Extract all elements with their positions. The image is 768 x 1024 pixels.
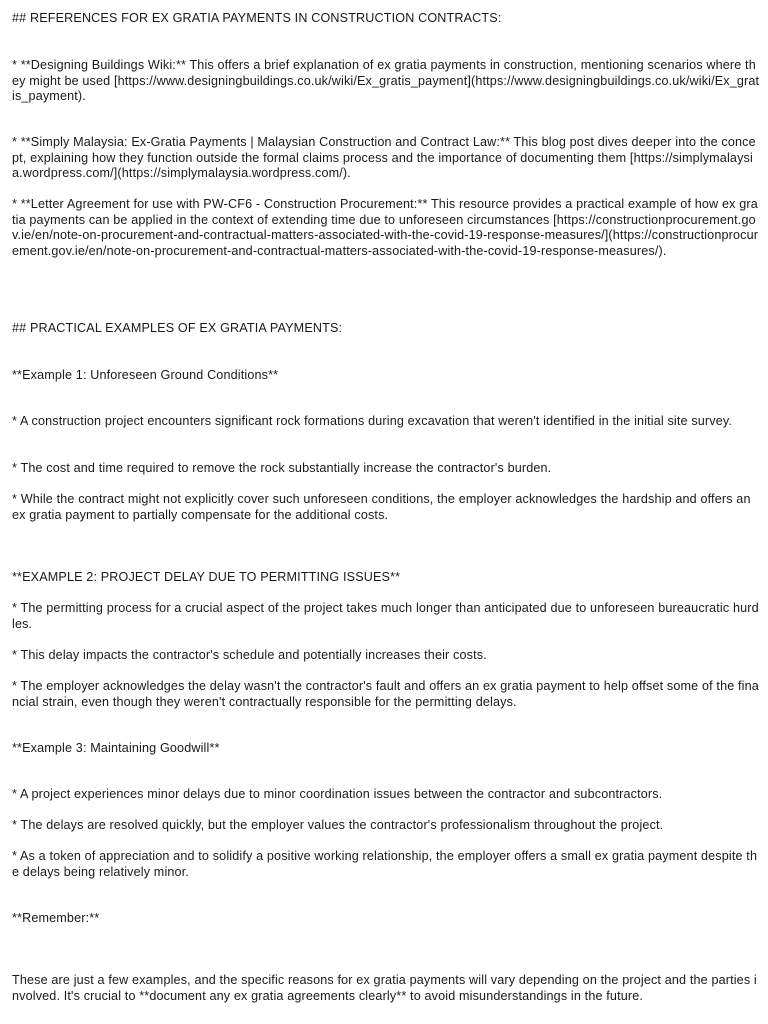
references-heading: ## REFERENCES FOR EX GRATIA PAYMENTS IN CONSTRUCTION CONTRACTS: xyxy=(12,11,502,25)
list-item: * This delay impacts the contractor's schedule and potentially increases their costs. xyxy=(12,648,487,662)
reference-item: * **Letter Agreement for use with PW-CF6 - Construction Procurement:** This resource provides a practical example of how ex gratia payments can be applied in the context of extending time due to unforeseen circumstances [https://constructionprocurement.gov.ie/en/note-on-procurement-and-contractual-matters-associated-with-the-covid-19-response-measures/](https://constructionprocurement.gov.ie/en/note-on-procurement-and-contractual-matters-associated-with-the-covid-19-response-measures/). xyxy=(12,197,759,258)
example-1-title: **Example 1: Unforeseen Ground Conditions** xyxy=(12,368,279,382)
list-item: * The cost and time required to remove the rock substantially increase the contractor's burden. xyxy=(12,461,552,475)
examples-heading: ## PRACTICAL EXAMPLES OF EX GRATIA PAYMENTS: xyxy=(12,321,343,335)
list-item: * The delays are resolved quickly, but the employer values the contractor's professionalism throughout the project. xyxy=(12,818,664,832)
closing-paragraph: These are just a few examples, and the specific reasons for ex gratia payments will vary depending on the project and the parties involved. It's crucial to **document any ex gratia agreements clearly** to avoid misunderstandings in the future. xyxy=(12,973,757,1003)
list-item: * A project experiences minor delays due to minor coordination issues between the contractor and subcontractors. xyxy=(12,787,663,801)
example-2-title: **EXAMPLE 2: PROJECT DELAY DUE TO PERMITTING ISSUES** xyxy=(12,570,401,584)
list-item: * The employer acknowledges the delay wasn't the contractor's fault and offers an ex gratia payment to help offset some of the financial strain, even though they weren't contractually responsible for the permitting delays. xyxy=(12,679,759,709)
reference-item: * **Simply Malaysia: Ex-Gratia Payments | Malaysian Construction and Contract Law:** This blog post dives deeper into the concept, explaining how they function outside the formal claims process and the importance of documenting them [https://simplymalaysia.wordpress.com/](https://simplymalaysia.wordpress.com/). xyxy=(12,135,756,180)
list-item: * A construction project encounters significant rock formations during excavation that weren't identified in the initial site survey. xyxy=(12,414,733,428)
reference-item: * **Designing Buildings Wiki:** This offers a brief explanation of ex gratia payments in construction, mentioning scenarios where they might be used [https://www.designingbuildings.co.uk/wiki/Ex_gratis_payment](https://www.designingbuildings.co.uk/wiki/Ex_gratis_payment). xyxy=(12,58,760,103)
example-3-title: **Example 3: Maintaining Goodwill** xyxy=(12,741,220,755)
list-item: * While the contract might not explicitly cover such unforeseen conditions, the employer acknowledges the hardship and offers an ex gratia payment to partially compensate for the additional costs. xyxy=(12,492,755,522)
list-item: * As a token of appreciation and to solidify a positive working relationship, the employer offers a small ex gratia payment despite the delays being relatively minor. xyxy=(12,849,758,879)
remember-heading: **Remember:** xyxy=(12,911,100,925)
list-item: * The permitting process for a crucial aspect of the project takes much longer than anticipated due to unforeseen bureaucratic hurdles. xyxy=(12,601,759,631)
